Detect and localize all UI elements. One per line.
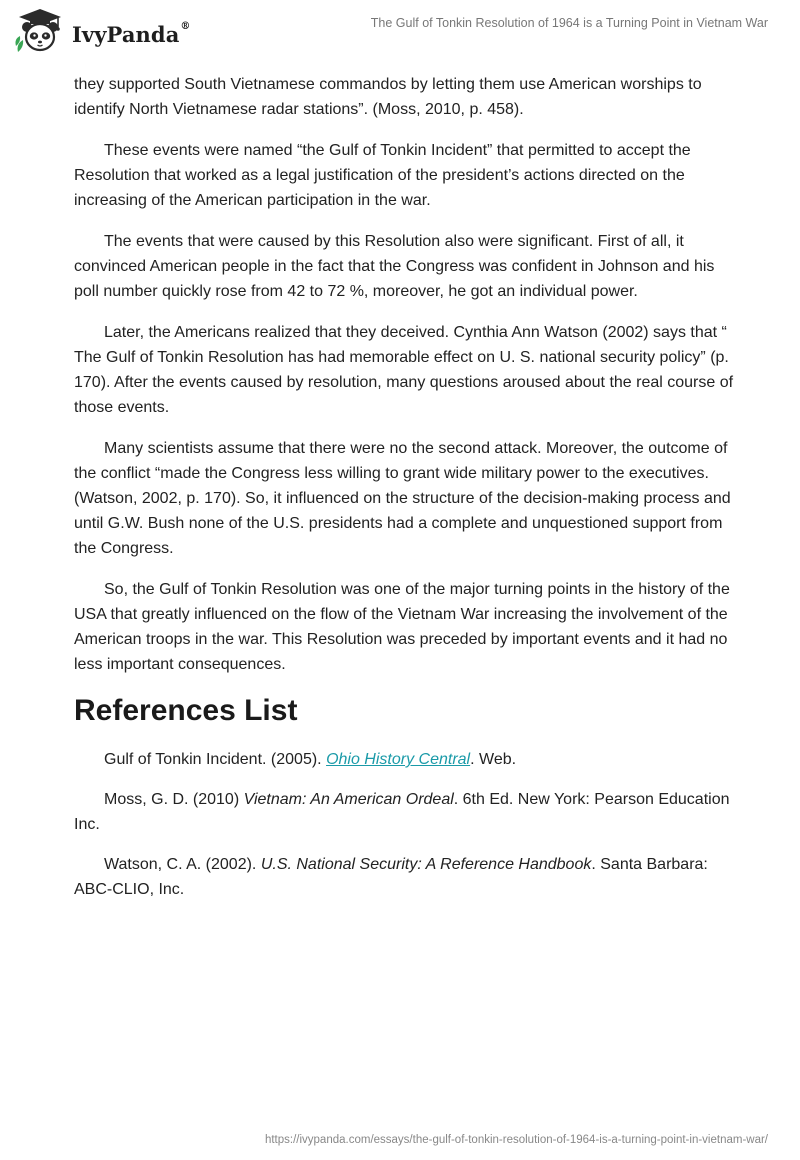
brand-logo[interactable]	[14, 8, 191, 54]
brand-name: IvyPanda®	[72, 20, 191, 47]
reference-item: Moss, G. D. (2010) Vietnam: An American Ordeal. 6th Ed. New York: Pearson Education Inc.	[74, 791, 730, 833]
essay-content	[74, 72, 734, 917]
body-paragraph: Later, the Americans realized that they deceived. Cynthia Ann Watson (2002) says that “ The Gulf of Tonkin Resolution has had memorable effect on U. S. national security policy” (p. 170). After the events caused by resolution, many questions aroused about the real course of those events.	[74, 324, 734, 416]
panda-graduate-icon	[14, 8, 66, 54]
body-paragraph: The events that were caused by this Resolution also were significant. First of all, it convinced American people in the fact that the Congress was confident in Johnson and his poll number quickly rose from 42 to 72 %, moreover, he got an individual power.	[74, 233, 715, 300]
reference-item: Gulf of Tonkin Incident. (2005). Ohio History Central. Web.	[104, 751, 517, 768]
reference-title: U.S. National Security: A Reference Handbook	[260, 856, 592, 873]
document-title: The Gulf of Tonkin Resolution of 1964 is a Turning Point in Vietnam War	[370, 16, 768, 30]
body-paragraph: So, the Gulf of Tonkin Resolution was one of the major turning points in the history of the USA that greatly influenced on the flow of the Vietnam War increasing the involvement of the American troops in the war. This Resolution was preceded by important events and it had no less important consequences.	[74, 581, 730, 673]
source-url[interactable]: https://ivypanda.com/essays/the-gulf-of-tonkin-resolution-of-1964-is-a-turning-point-in-vietnam-war/	[264, 1134, 768, 1146]
page-header	[0, 0, 800, 60]
body-paragraph: they supported South Vietnamese commandos by letting them use American worships to identify North Vietnamese radar stations”. (Moss, 2010, p. 458).	[74, 76, 702, 118]
reference-item: Watson, C. A. (2002). U.S. National Security: A Reference Handbook. Santa Barbara: ABC-CLIO, Inc.	[74, 856, 708, 898]
reference-title: Vietnam: An American Ordeal	[243, 791, 454, 808]
reference-link[interactable]: Ohio History Central	[326, 751, 471, 768]
body-paragraph: Many scientists assume that there were no the second attack. Moreover, the outcome of the conflict “made the Congress less willing to grant wide military power to the executives. (Watson, 2002, p. 170). So, it influenced on the structure of the decision-making process and until G.W. Bush none of the U.S. presidents had a complete and unquestioned support from the Congress.	[74, 440, 731, 557]
references-list	[74, 747, 734, 902]
body-paragraph: These events were named “the Gulf of Tonkin Incident” that permitted to accept the Resolution that worked as a legal justification of the president’s actions directed on the increasing of the American participation in the war.	[74, 142, 691, 209]
references-heading: References List	[74, 694, 298, 727]
